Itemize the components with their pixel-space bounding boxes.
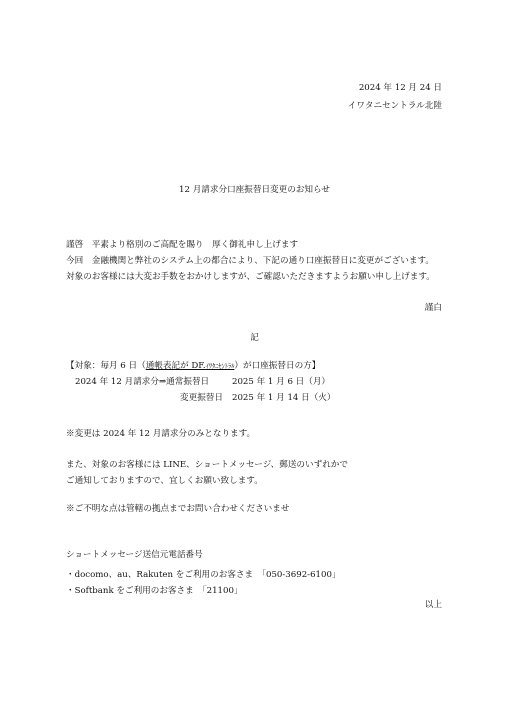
passbook-notation: [146, 361, 235, 371]
sms-number-softbank: ・Softbank をご利用のお客さま 「21100」: [66, 586, 243, 596]
passbook-notation-kana: ｲﾜﾀﾆｾﾝﾄﾗﾙ: [205, 362, 235, 370]
inquiry-note: ※ご不明な点は管轄の拠点までお問い合わせくださいませ: [66, 504, 290, 514]
ki-heading: 記: [250, 333, 259, 343]
body-line-3: 対象のお客様には大変お手数をおかけしますが、ご確認いただきますようお願い申し上げます。: [66, 272, 435, 282]
letter-title: 12 月請求分口座振替日変更のお知らせ: [179, 185, 330, 195]
body-line-2: 今回 金融機関と弊社のシステム上の都合により、下記の通り口座振替日に変更がございます。: [66, 256, 434, 266]
closing-kihaku: 謹白: [424, 303, 442, 313]
letter-date: 2024 年 12 月 24 日: [358, 83, 442, 93]
sms-number-docomo: ・docomo、au、Rakuten をご利用のお客さま 「050-3692-6100」: [66, 570, 341, 580]
greeting-line: 謹啓 平素より格別のご高配を賜り 厚く御礼申し上げます: [66, 240, 299, 250]
normal-date-label: 2024 年 12 月請求分⇒通常振替日: [75, 377, 210, 387]
passbook-notation-text: 通帳表記が DF.: [145, 361, 206, 371]
changed-date-label: 変更振替日: [180, 393, 223, 403]
ijou-end-mark: 以上: [424, 600, 442, 610]
target-suffix: ）が口座振替日の方】: [234, 361, 321, 371]
notification-line-2: ご通知しておりますので、宜しくお願い致します。: [66, 476, 263, 486]
target-prefix: 【対象：毎月 6 日（: [66, 361, 146, 371]
sender-company: イワタニセントラル北陸: [347, 101, 442, 111]
notification-line-1: また、対象のお客様には LINE、ショートメッセージ、郵送のいずれかで: [66, 460, 348, 470]
changed-date-value: 2025 年 1 月 14 日（火）: [232, 393, 336, 403]
sms-heading: ショートメッセージ送信元電話番号: [66, 550, 203, 560]
change-note: ※変更は 2024 年 12 月請求分のみとなります。: [66, 429, 256, 439]
target-line: [66, 362, 320, 371]
normal-date-value: 2025 年 1 月 6 日（月）: [232, 377, 331, 387]
